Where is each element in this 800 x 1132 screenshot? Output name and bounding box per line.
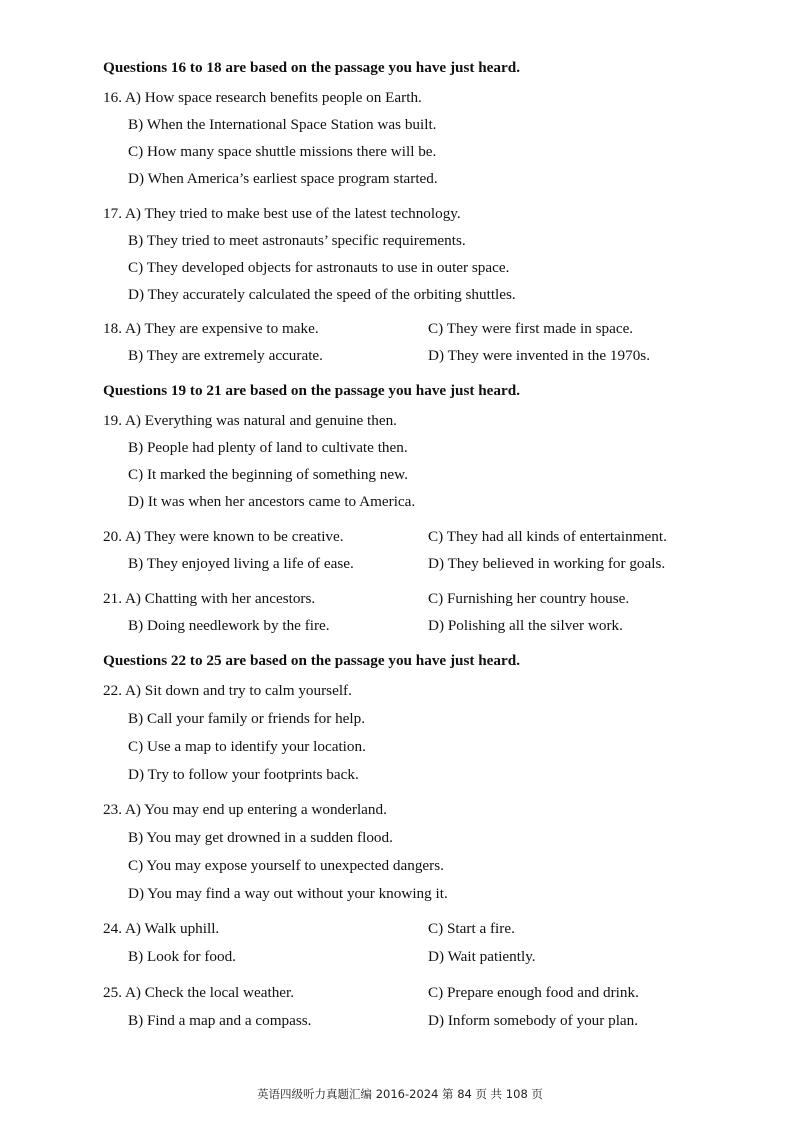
question-20-option-a — [103, 527, 344, 547]
question-number: 23. — [103, 801, 122, 818]
option-letter: C) — [128, 738, 144, 755]
option-letter: B) — [128, 829, 144, 846]
option-text: They had all kinds of entertainment. — [446, 528, 667, 545]
question-21-option-b — [128, 616, 330, 636]
question-22-option-a — [103, 681, 352, 701]
option-text: They accurately calculated the speed of the orbiting shuttles. — [147, 286, 516, 303]
question-16-option-c — [128, 142, 436, 162]
question-23-option-d — [128, 884, 448, 904]
option-letter: A) — [124, 920, 141, 937]
question-17-option-d — [128, 285, 516, 305]
option-letter: C) — [428, 984, 444, 1001]
question-number: 24. — [103, 920, 122, 937]
question-17-option-b — [128, 231, 466, 251]
option-letter: B) — [128, 710, 144, 727]
option-text: You may expose yourself to unexpected dangers. — [146, 857, 444, 874]
question-24-option-d — [428, 947, 536, 967]
question-21-option-d — [428, 616, 623, 636]
option-text: It was when her ancestors came to America. — [147, 493, 416, 510]
option-letter: D) — [128, 493, 145, 510]
option-text: They tried to meet astronauts’ specific requirements. — [146, 232, 466, 249]
option-text: Chatting with her ancestors. — [144, 590, 316, 607]
option-letter: A) — [124, 590, 141, 607]
option-text: Furnishing her country house. — [446, 590, 630, 607]
question-20-option-b — [128, 554, 354, 574]
section-heading: Questions 16 to 18 are based on the passage you have just heard. — [103, 59, 520, 76]
question-25-option-a — [103, 983, 294, 1003]
option-text: You may get drowned in a sudden flood. — [146, 829, 393, 846]
question-19-option-a — [103, 411, 397, 431]
option-letter: D) — [128, 766, 145, 783]
question-number: 16. — [103, 89, 122, 106]
option-letter: C) — [428, 320, 444, 337]
question-20-option-c — [428, 527, 667, 547]
question-21-option-a — [103, 589, 315, 609]
option-text: Call your family or friends for help. — [146, 710, 366, 727]
option-letter: D) — [128, 170, 145, 187]
option-text: Start a fire. — [446, 920, 515, 937]
question-25-option-b — [128, 1011, 311, 1031]
option-text: They tried to make best use of the latest technology. — [144, 205, 461, 222]
option-text: Prepare enough food and drink. — [446, 984, 639, 1001]
option-letter: D) — [428, 948, 445, 965]
option-letter: C) — [128, 259, 144, 276]
option-text: People had plenty of land to cultivate then. — [146, 439, 408, 456]
question-19-option-d — [128, 492, 415, 512]
option-text: Polishing all the silver work. — [447, 617, 623, 634]
question-24-option-a — [103, 919, 219, 939]
question-18-option-a — [103, 319, 319, 339]
question-16-option-d — [128, 169, 438, 189]
question-18-option-d — [428, 346, 650, 366]
option-text: When the International Space Station was built. — [146, 116, 437, 133]
option-text: Inform somebody of your plan. — [447, 1012, 639, 1029]
question-number: 17. — [103, 205, 122, 222]
option-letter: C) — [128, 143, 144, 160]
question-number: 20. — [103, 528, 122, 545]
question-23-option-a — [103, 800, 387, 820]
option-letter: C) — [428, 920, 444, 937]
option-letter: B) — [128, 555, 144, 572]
option-text: They are expensive to make. — [144, 320, 319, 337]
option-text: Check the local weather. — [144, 984, 295, 1001]
question-19-option-b — [128, 438, 408, 458]
option-text: Use a map to identify your location. — [146, 738, 366, 755]
option-letter: D) — [128, 286, 145, 303]
question-17-option-a — [103, 204, 461, 224]
question-number: 25. — [103, 984, 122, 1001]
question-18-option-c — [428, 319, 633, 339]
option-letter: C) — [128, 857, 144, 874]
option-text: Walk uphill. — [144, 920, 220, 937]
option-letter: B) — [128, 232, 144, 249]
option-text: They were first made in space. — [446, 320, 634, 337]
question-number: 18. — [103, 320, 122, 337]
question-16-option-b — [128, 115, 436, 135]
option-text: Look for food. — [146, 948, 236, 965]
option-letter: D) — [428, 555, 445, 572]
option-letter: D) — [428, 347, 445, 364]
option-text: When America’s earliest space program started. — [147, 170, 438, 187]
question-19-option-c — [128, 465, 408, 485]
option-letter: A) — [124, 682, 141, 699]
question-22-option-d — [128, 765, 359, 785]
question-number: 22. — [103, 682, 122, 699]
page-footer: 英语四级听力真题汇编 2016-2024 第 84 页 共 108 页 — [257, 1087, 543, 1101]
option-letter: A) — [124, 320, 141, 337]
question-18-option-b — [128, 346, 323, 366]
option-letter: B) — [128, 948, 144, 965]
question-number: 21. — [103, 590, 122, 607]
option-letter: B) — [128, 617, 144, 634]
section-heading: Questions 22 to 25 are based on the passage you have just heard. — [103, 652, 520, 669]
option-text: Try to follow your footprints back. — [147, 766, 359, 783]
option-letter: D) — [428, 617, 445, 634]
option-text: Find a map and a compass. — [146, 1012, 312, 1029]
option-letter: A) — [124, 89, 141, 106]
option-text: They believed in working for goals. — [447, 555, 666, 572]
option-letter: A) — [124, 205, 141, 222]
option-text: How many space shuttle missions there will be. — [146, 143, 437, 160]
option-text: They were known to be creative. — [144, 528, 344, 545]
question-23-option-c — [128, 856, 444, 876]
option-letter: A) — [124, 801, 141, 818]
option-letter: B) — [128, 1012, 144, 1029]
option-text: It marked the beginning of something new. — [146, 466, 408, 483]
option-letter: B) — [128, 116, 144, 133]
option-text: They enjoyed living a life of ease. — [146, 555, 354, 572]
option-text: Sit down and try to calm yourself. — [144, 682, 352, 699]
option-text: They were invented in the 1970s. — [447, 347, 651, 364]
option-letter: C) — [428, 590, 444, 607]
question-25-option-c — [428, 983, 639, 1003]
option-letter: A) — [124, 412, 141, 429]
question-22-option-b — [128, 709, 365, 729]
option-letter: C) — [128, 466, 144, 483]
question-20-option-d — [428, 554, 665, 574]
question-17-option-c — [128, 258, 509, 278]
option-text: How space research benefits people on Earth. — [144, 89, 422, 106]
option-text: You may end up entering a wonderland. — [144, 801, 387, 818]
question-24-option-c — [428, 919, 515, 939]
option-text: They are extremely accurate. — [146, 347, 323, 364]
option-letter: A) — [124, 984, 141, 1001]
option-letter: D) — [128, 885, 145, 902]
option-text: You may find a way out without your knowing it. — [147, 885, 448, 902]
question-24-option-b — [128, 947, 236, 967]
question-number: 19. — [103, 412, 122, 429]
option-text: Doing needlework by the fire. — [146, 617, 330, 634]
option-letter: B) — [128, 439, 144, 456]
question-21-option-c — [428, 589, 629, 609]
option-letter: B) — [128, 347, 144, 364]
question-16-option-a — [103, 88, 422, 108]
option-text: They developed objects for astronauts to use in outer space. — [146, 259, 510, 276]
option-text: Everything was natural and genuine then. — [144, 412, 397, 429]
option-letter: C) — [428, 528, 444, 545]
option-text: Wait patiently. — [447, 948, 536, 965]
question-23-option-b — [128, 828, 393, 848]
option-letter: A) — [124, 528, 141, 545]
question-22-option-c — [128, 737, 366, 757]
question-25-option-d — [428, 1011, 638, 1031]
section-heading: Questions 19 to 21 are based on the passage you have just heard. — [103, 382, 520, 399]
option-letter: D) — [428, 1012, 445, 1029]
